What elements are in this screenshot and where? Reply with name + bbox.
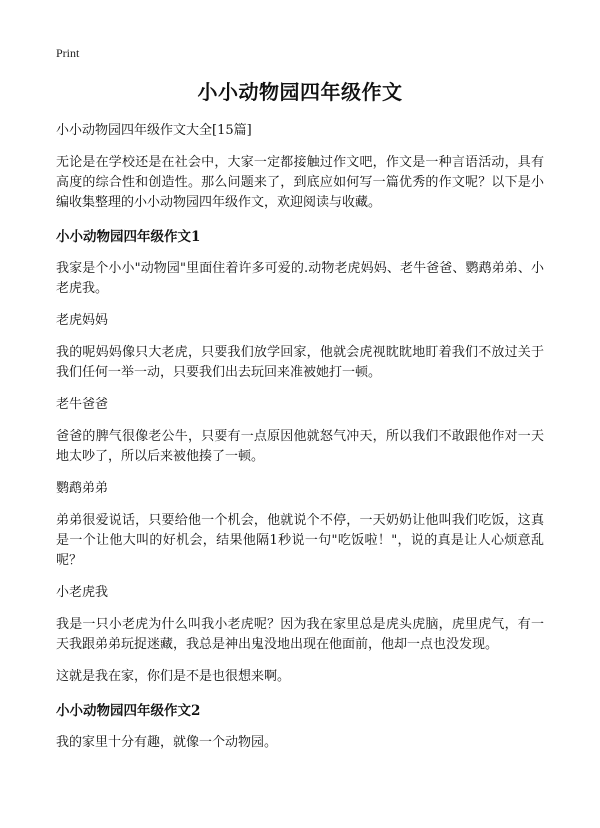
section-1-heading: 小小动物园四年级作文1 (56, 229, 201, 245)
intro-paragraph: 无论是在学校还是在社会中，大家一定都接触过作文吧，作文是一种言语活动，具有高度的综合性和创造性。那么问题来了，到底应如何写一篇优秀的作文呢？以下是小编收集整理的小小动物园四年级作文，欢迎阅读与收藏。 (56, 155, 544, 210)
subheading-little-tiger-me: 小老虎我 (56, 585, 109, 600)
section-1-paragraph-2: 我的呢妈妈像只大老虎，只要我们放学回家，他就会虎视眈眈地盯着我们不放过关于我们任何一举一动，只要我们出去玩回来准被她打一顿。 (56, 345, 544, 380)
page-title: 小小动物园四年级作文 (197, 80, 403, 104)
section-1-paragraph-4: 弟弟很爱说话，只要给他一个机会，他就说个不停，一天奶奶让他叫我们吃饭，这真是一个让他大叫的好机会，结果他隔1秒说一句"吃饭啦！"，说的真是让人心烦意乱呢？ (56, 513, 544, 568)
page-subtitle: 小小动物园四年级作文大全[15篇] (56, 123, 252, 138)
section-2-paragraph-1: 我的家里十分有趣，就像一个动物园。 (56, 735, 278, 750)
print-link[interactable]: Print (56, 46, 80, 60)
section-1-paragraph-5: 我是一只小老虎为什么叫我小老虎呢？因为我在家里总是虎头虎脑，虎里虎气，有一天我跟弟弟玩捉迷藏，我总是神出鬼没地出现在他面前，他却一点也没发现。 (56, 617, 544, 652)
subheading-ox-dad: 老牛爸爸 (56, 397, 109, 412)
subheading-parrot-brother: 鹦鹉弟弟 (56, 481, 109, 496)
section-2-heading: 小小动物园四年级作文2 (56, 703, 201, 719)
section-1-paragraph-3: 爸爸的脾气很像老公牛，只要有一点原因他就怒气冲天，所以我们不敢跟他作对一天地太吵了，所以后来被他揍了一顿。 (56, 429, 544, 464)
section-1-paragraph-6: 这就是我在家，你们是不是也很想来啊。 (56, 669, 291, 684)
section-1-paragraph-1: 我家是个小小"动物园"里面住着许多可爱的.动物老虎妈妈、老牛爸爸、鹦鹉弟弟、小老虎我。 (56, 261, 544, 296)
subheading-tiger-mom: 老虎妈妈 (56, 313, 109, 328)
